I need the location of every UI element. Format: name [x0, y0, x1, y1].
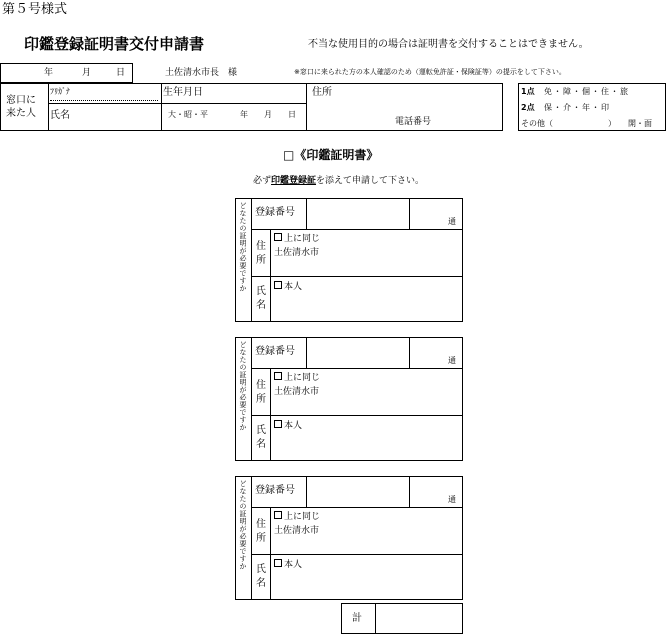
applicant-name-label: 氏名 — [50, 110, 70, 121]
id-check-other-tail: 開・面 — [628, 119, 652, 128]
date-month-label: 月 — [82, 68, 92, 78]
same-as-above-option[interactable]: 上に同じ — [274, 233, 320, 244]
applicant-name-field[interactable] — [76, 104, 158, 130]
self-option[interactable]: 本人 — [274, 559, 302, 570]
date-year-label: 年 — [44, 68, 54, 78]
birthdate-day: 日 — [288, 110, 296, 119]
same-as-above-checkbox[interactable] — [274, 372, 282, 380]
reg-no-field[interactable] — [308, 200, 407, 227]
self-checkbox[interactable] — [274, 281, 282, 289]
phone-label: 電話番号 — [395, 117, 432, 127]
birthdate-year: 年 — [240, 110, 248, 119]
name-label-1: 氏名 — [256, 425, 266, 450]
addressee: 土佐清水市長 様 — [165, 68, 238, 78]
address-label-1: 住所 — [256, 519, 266, 544]
same-as-above-option[interactable]: 上に同じ — [274, 372, 320, 383]
copies-field[interactable] — [411, 339, 447, 366]
copies-field[interactable] — [411, 200, 447, 227]
address-label-1: 住所 — [256, 380, 266, 405]
reg-no-field[interactable] — [308, 339, 407, 366]
name-label-1: 氏名 — [256, 286, 266, 311]
id-check-2pt-items: 保・介・年・印 — [544, 103, 611, 112]
self-option[interactable]: 本人 — [274, 281, 302, 292]
form-number: 第５号様式 — [2, 2, 68, 17]
id-check-other-close: ） — [608, 119, 616, 128]
id-check-other-label: その他（ — [521, 119, 553, 128]
same-as-above-checkbox[interactable] — [274, 233, 282, 241]
self-checkbox[interactable] — [274, 420, 282, 428]
city-text: 土佐清水市 — [274, 526, 320, 536]
total-label: 計 — [352, 613, 362, 624]
block-side-label: どなたの証明が必要ですか — [239, 341, 247, 431]
same-as-above-option[interactable]: 上に同じ — [274, 511, 320, 522]
furigana-label: ﾌﾘｶﾞﾅ — [50, 87, 70, 96]
reg-no-label: 登録番号 — [255, 207, 295, 218]
copies-unit: 通 — [448, 356, 456, 365]
copies-unit: 通 — [448, 217, 456, 226]
furigana-field[interactable] — [80, 86, 158, 98]
date-box — [0, 63, 133, 83]
birthdate-month: 月 — [264, 110, 272, 119]
applicant-address-field[interactable] — [308, 100, 501, 116]
notice-text: 不当な使用目的の場合は証明書を交付することはできません。 — [308, 39, 589, 50]
id-notice: ※窓口に来られた方の本人確認のため（運転免許証・保険証等）の提示をして下さい。 — [294, 68, 566, 76]
address-label: 住所 — [312, 87, 332, 98]
date-day-label: 日 — [116, 68, 126, 78]
applicant-label-line2: 来た人 — [6, 108, 36, 119]
applicant-label-line1: 窓口に — [6, 95, 36, 106]
certificate-instruction: 必ず印鑑登録証を添えて申請して下さい。 — [253, 176, 425, 186]
copies-unit: 通 — [448, 495, 456, 504]
city-text: 土佐清水市 — [274, 248, 320, 258]
self-option[interactable]: 本人 — [274, 420, 302, 431]
id-check-1pt-items: 免・障・個・住・旅 — [544, 87, 630, 96]
block-side-label: どなたの証明が必要ですか — [239, 202, 247, 292]
reg-no-label: 登録番号 — [255, 485, 295, 496]
self-checkbox[interactable] — [274, 559, 282, 567]
birthdate-era: 大・昭・平 — [168, 110, 208, 119]
copies-field[interactable] — [411, 478, 447, 505]
address-label-1: 住所 — [256, 241, 266, 266]
reg-no-label: 登録番号 — [255, 346, 295, 357]
total-field[interactable] — [377, 605, 461, 632]
page-title: 印鑑登録証明書交付申請書 — [24, 35, 205, 53]
id-check-1pt-label: 1点 — [521, 87, 535, 96]
city-text: 土佐清水市 — [274, 387, 320, 397]
name-label-1: 氏名 — [256, 564, 266, 589]
birthdate-label: 生年月日 — [163, 87, 203, 98]
id-check-2pt-label: 2点 — [521, 103, 535, 112]
certificate-heading: □《印鑑証明書》 — [283, 148, 379, 162]
block-side-label: どなたの証明が必要ですか — [239, 480, 247, 570]
same-as-above-checkbox[interactable] — [274, 511, 282, 519]
reg-no-field[interactable] — [308, 478, 407, 505]
